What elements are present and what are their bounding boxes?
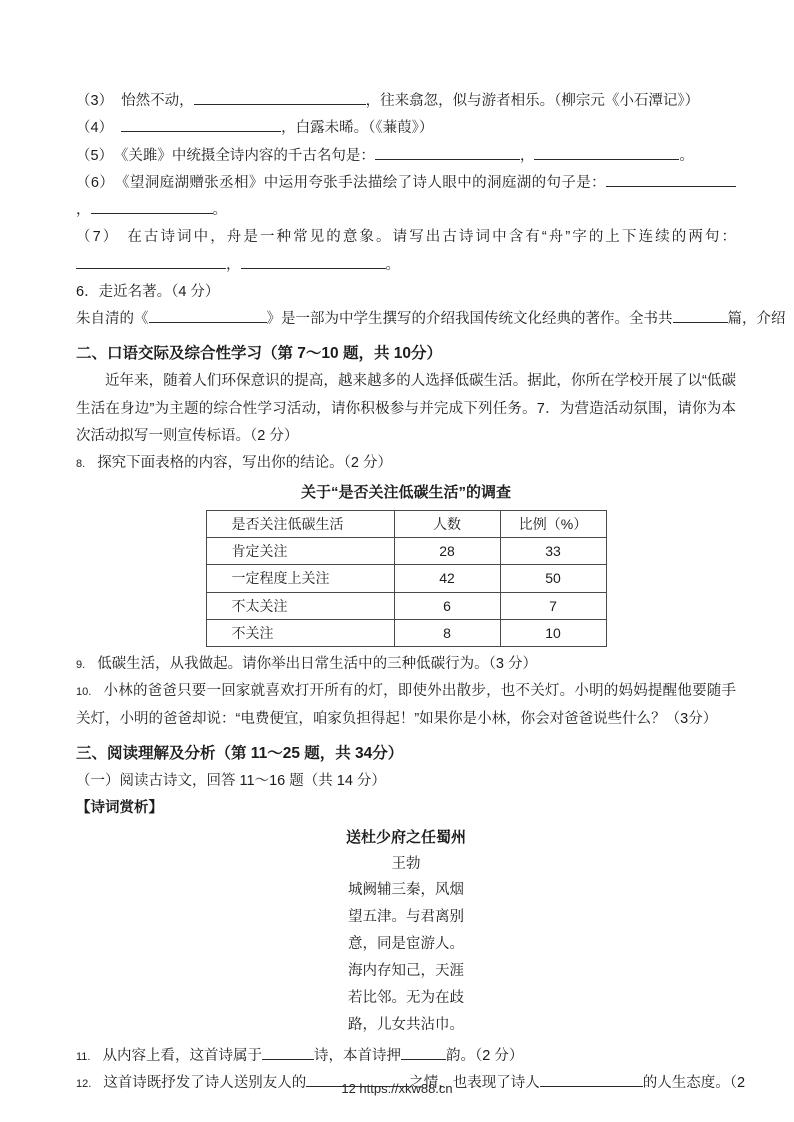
poem-block bbox=[76, 825, 736, 1039]
table-cell: 一定程度上关注 bbox=[206, 565, 394, 592]
table-header-cell: 是否关注低碳生活 bbox=[206, 510, 394, 537]
section-3-heading: 三、阅读理解及分析（第 11～25 题，共 34分） bbox=[76, 744, 404, 762]
question-text: 韵。（2 分） bbox=[445, 1047, 524, 1064]
question-number: 8. bbox=[76, 458, 86, 471]
question-text: ，往来翕忽，似与游者相乐。（柳宗元《小石潭记》） bbox=[365, 93, 700, 109]
question-text: 《关雎》中统摄全诗内容的千古名句是： bbox=[121, 147, 375, 164]
question-number: 9. bbox=[76, 659, 86, 672]
survey-table-title: 关于“是否关注低碳生活”的调查 bbox=[300, 484, 511, 502]
poem-line: 若比邻。无为在歧 bbox=[348, 989, 464, 1006]
poem-line: 望五津。与君离别 bbox=[348, 908, 464, 925]
question-text: 。 bbox=[679, 147, 694, 164]
question-6-main bbox=[76, 279, 736, 306]
table-cell: 50 bbox=[500, 565, 606, 592]
table-header-cell: 比例（%） bbox=[500, 510, 606, 537]
question-text: 》是一部为中学生撰写的介绍我国传统文化经典的著作。全书共 bbox=[266, 311, 673, 327]
question-number: （6） bbox=[76, 174, 115, 191]
question-number: （4） bbox=[76, 120, 114, 137]
page-footer: 12 https://xkw88.cn bbox=[341, 1081, 453, 1096]
question-number: （7） bbox=[76, 229, 120, 246]
table-row bbox=[206, 619, 606, 646]
blank-underline bbox=[673, 308, 728, 323]
question-number: 10. bbox=[76, 686, 92, 699]
blank-underline bbox=[375, 145, 520, 160]
question-text: 在古诗词中，舟是一种常见的意象。请写出古诗词中含有“舟”字的上下连续的两句： bbox=[127, 229, 736, 246]
blank-underline bbox=[262, 1045, 314, 1060]
question-text: 之情，也表现了诗人 bbox=[409, 1074, 540, 1091]
question-text: 。 bbox=[385, 256, 400, 273]
question-8 bbox=[76, 450, 736, 477]
question-4 bbox=[76, 115, 736, 142]
question-text: ， bbox=[226, 256, 241, 273]
question-text: 低碳生活，从我做起。请你举出日常生活中的三种低碳行为。（3 分） bbox=[97, 656, 538, 673]
poetry-analysis-label: 【诗词赏析】 bbox=[76, 800, 163, 817]
question-11 bbox=[76, 1043, 736, 1070]
question-text: 篇，介绍 bbox=[727, 311, 786, 327]
question-text: 。 bbox=[212, 202, 227, 218]
question-text: 从内容上看，这首诗属于 bbox=[102, 1047, 262, 1064]
table-cell: 10 bbox=[500, 619, 606, 646]
question-text: 《望洞庭湖赠张丞相》中运用夸张手法描绘了诗人眼中的洞庭湖的句子是： bbox=[122, 174, 606, 191]
activity-paragraph: 近年来，随着人们环保意识的提高，越来越多的人选择低碳生活。据此，你所在学校开展了以“低碳生活在身边”为主题的综合性学习活动，请你积极参与并完成下列任务。7．为营造活动氛围，请你为本次活动拟写一则宣传标语。（2 分） bbox=[76, 373, 736, 444]
poem-line: 路，儿女共沾巾。 bbox=[348, 1016, 464, 1033]
blank-underline bbox=[76, 254, 226, 269]
question-text: 探究下面表格的内容，写出你的结论。（2 分） bbox=[97, 455, 393, 472]
question-text: 朱自清的《 bbox=[76, 311, 149, 327]
question-text: 的人生态度。（2 bbox=[642, 1074, 746, 1091]
table-cell: 28 bbox=[394, 537, 500, 564]
question-number: （3） bbox=[76, 93, 114, 109]
question-text: ， bbox=[519, 147, 535, 164]
question-number: 12. bbox=[76, 1077, 92, 1090]
question-text: ， bbox=[76, 202, 91, 218]
question-text: 诗，本首诗押 bbox=[313, 1047, 401, 1064]
section-2-heading: 二、口语交际及综合性学习（第 7～10 题，共 10分） bbox=[76, 345, 443, 363]
question-text: 6．走近名著。（4 分） bbox=[76, 283, 220, 300]
blank-underline bbox=[194, 90, 366, 105]
poem-line: 城阙辅三秦，风烟 bbox=[348, 881, 464, 898]
table-row bbox=[206, 537, 606, 564]
question-text: ，白露未晞。（《蒹葭》） bbox=[281, 120, 434, 137]
question-text: 小林的爸爸只要一回家就喜欢打开所有的灯，即使外出散步，也不关灯。小明的妈妈提醒他要随手关灯，小明的爸爸却说：“电费便宜，咱家负担得起！”如果你是小林，你会对爸爸说些什么？（3分） bbox=[76, 683, 736, 727]
question-5 bbox=[76, 143, 736, 170]
table-row bbox=[206, 592, 606, 619]
question-number: （5） bbox=[76, 147, 114, 164]
table-header-row bbox=[206, 510, 606, 537]
question-6 bbox=[76, 170, 736, 225]
table-cell: 42 bbox=[394, 565, 500, 592]
table-cell: 8 bbox=[394, 619, 500, 646]
table-cell: 7 bbox=[500, 592, 606, 619]
subsection-3-1: （一）阅读古诗文，回答 11～16 题（共 14 分） bbox=[76, 773, 386, 789]
question-number: 11. bbox=[76, 1050, 91, 1063]
blank-underline bbox=[401, 1045, 446, 1060]
table-cell: 33 bbox=[500, 537, 606, 564]
blank-underline bbox=[91, 199, 213, 214]
blank-underline bbox=[606, 172, 736, 187]
poem-line: 海内存知己，天涯 bbox=[348, 962, 464, 979]
survey-table bbox=[206, 510, 607, 648]
table-cell: 6 bbox=[394, 592, 500, 619]
poem-title: 送杜少府之任蜀州 bbox=[345, 828, 466, 846]
poem-line: 意，同是宦游人。 bbox=[348, 935, 464, 952]
table-row bbox=[206, 565, 606, 592]
question-9 bbox=[76, 651, 736, 678]
question-3 bbox=[76, 88, 736, 115]
question-7 bbox=[76, 224, 736, 279]
table-cell: 肯定关注 bbox=[206, 537, 394, 564]
table-cell: 不太关注 bbox=[206, 592, 394, 619]
table-header-cell: 人数 bbox=[394, 510, 500, 537]
question-text: 这首诗既抒发了诗人送别友人的 bbox=[103, 1074, 307, 1091]
blank-underline bbox=[534, 145, 679, 160]
blank-underline bbox=[121, 117, 281, 132]
table-cell: 不关注 bbox=[206, 619, 394, 646]
poem-author: 王勃 bbox=[391, 855, 421, 872]
question-10 bbox=[76, 678, 736, 733]
blank-underline bbox=[149, 308, 267, 323]
blank-underline bbox=[241, 254, 386, 269]
question-text: 怡然不动， bbox=[121, 93, 194, 109]
zhuziqing-line bbox=[76, 306, 786, 333]
